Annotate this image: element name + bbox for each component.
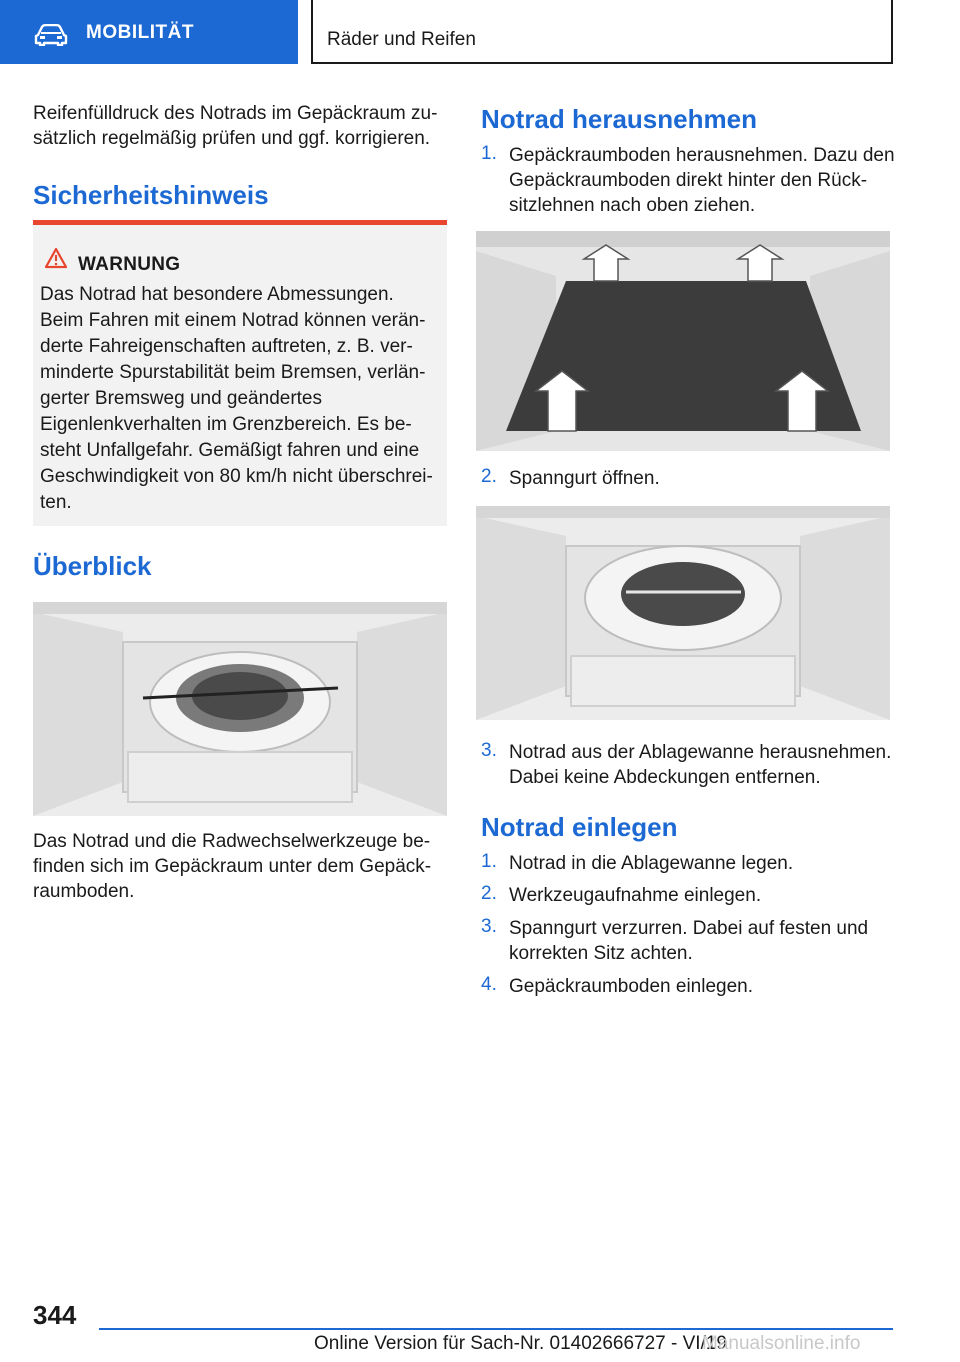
remove-heading: Notrad herausnehmen xyxy=(481,104,757,134)
remove-step-number: 2. xyxy=(481,466,497,487)
section-tab xyxy=(0,0,298,64)
intro-text: Reifenfülldruck des Notrads im Gepäckraum zu-sätzlich regelmäßig prüfen und ggf. korrigieren. xyxy=(33,103,438,149)
warning-box xyxy=(33,220,447,526)
insert-step-text: Spanngurt verzurren. Dabei auf festen und korrekten Sitz achten. xyxy=(509,918,869,964)
insert-step-number: 3. xyxy=(481,916,497,937)
section-label: MOBILITÄT xyxy=(86,22,194,43)
warning-triangle-icon xyxy=(44,247,68,269)
footer-version: Online Version für Sach-Nr. 01402666727 - VI/19 xyxy=(314,1333,727,1354)
strap-illustration xyxy=(476,506,890,720)
chapter-title: Räder und Reifen xyxy=(327,29,476,50)
insert-step-text: Werkzeugaufnahme einlegen. xyxy=(509,885,762,906)
remove-step-number: 1. xyxy=(481,143,497,164)
insert-heading: Notrad einlegen xyxy=(481,812,678,842)
remove-step-text: Spanngurt öffnen. xyxy=(509,468,660,489)
chapter-header xyxy=(311,0,893,64)
insert-step-text: Notrad in die Ablagewanne legen. xyxy=(509,853,794,874)
trunk-floor-illustration xyxy=(476,231,890,451)
footer-rule xyxy=(99,1328,893,1330)
overview-heading: Überblick xyxy=(33,551,152,581)
remove-step-text: Gepäckraumboden herausnehmen. Dazu den Gepäckraumboden direkt hinter den Rück-sitzlehnen nach oben ziehen. xyxy=(509,145,895,216)
remove-step-number: 3. xyxy=(481,740,497,761)
insert-step-text: Gepäckraumboden einlegen. xyxy=(509,976,754,997)
insert-step-number: 1. xyxy=(481,851,497,872)
page-number: 344 xyxy=(33,1300,77,1330)
safety-heading: Sicherheitshinweis xyxy=(33,180,269,210)
warning-title: WARNUNG xyxy=(78,254,181,275)
car-icon xyxy=(34,24,68,46)
insert-step-number: 2. xyxy=(481,883,497,904)
watermark: Manualsonline.info xyxy=(702,1333,861,1354)
overview-text: Das Notrad und die Radwechselwerkzeuge be-finden sich im Gepäckraum unter dem Gepäck-raumboden. xyxy=(33,831,432,902)
insert-step-number: 4. xyxy=(481,974,497,995)
remove-step-text: Notrad aus der Ablagewanne herausnehmen. Dabei keine Abdeckungen entfernen. xyxy=(509,742,892,788)
overview-illustration xyxy=(33,602,447,816)
warning-body: Das Notrad hat besondere Abmessungen. Beim Fahren mit einem Notrad können verän-derte Fahreigenschaften auftreten, z. B. ver-minderte Spurstabilität beim Bremsen, verlän-gerter Bremsweg und geändertes Eigenlenkverhalten im Grenzbereich. Es be-steht Unfallgefahr. Gemäßigt fahren und eine Geschwindigkeit von 80 km/h nicht überschrei-ten. xyxy=(40,284,433,513)
